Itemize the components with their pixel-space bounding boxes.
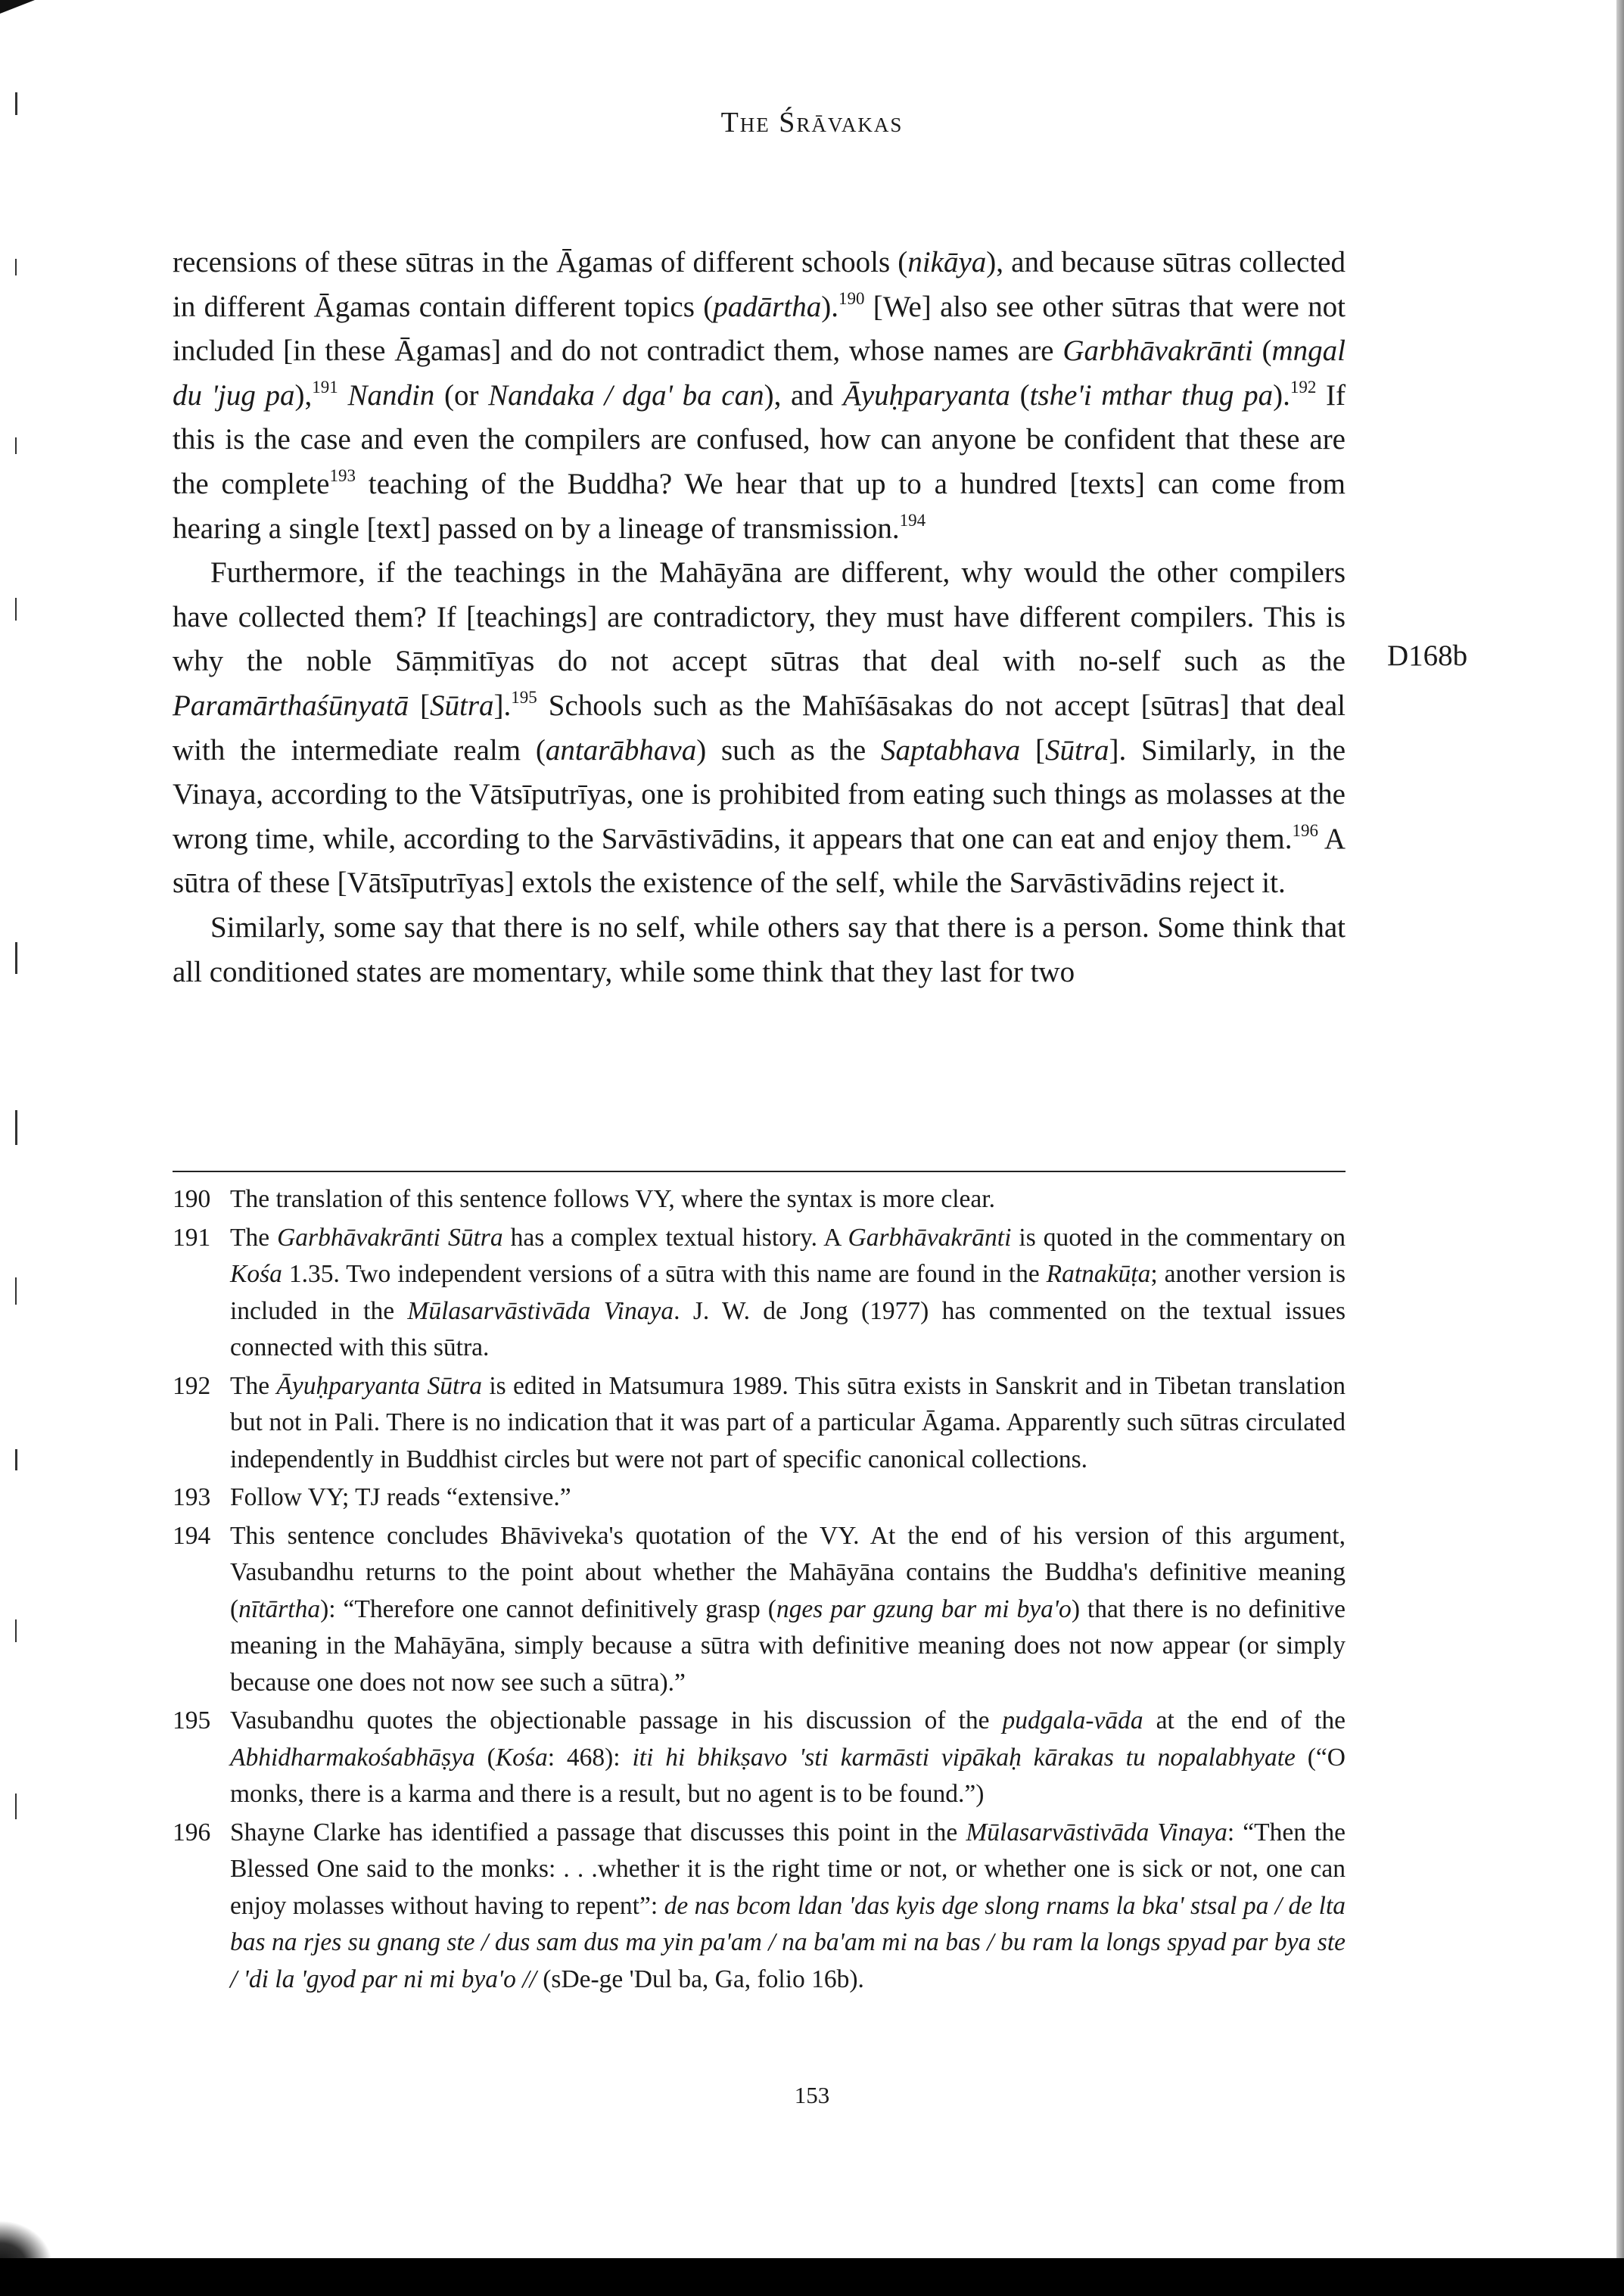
scan-tick-mark [15,1110,17,1145]
scan-tick-mark [15,259,17,275]
paragraph: Furthermore, if the teachings in the Mahāyāna are different, why would the other compilers have collected them? If [teachings] are contradictory, they must have different compilers. This is why the noble Sāṃmitīyas do not accept sūtras that deal with no-self such as the Paramārthaśūnyatā [Sūtra].$^{195}$ Schools such as the Mahīśāsakas do not accept [sūtras] that deal with the intermediate realm (antarābhava) such as the Saptabhava [Sūtra]. Similarly, in the Vinaya, according to the Vātsīputrīyas, one is prohibited from eating such things as molasses at the wrong time, while, according to the Sarvāstivādins, it appears that one can eat and enjoy them.$^{196}$ A sūtra of these [Vātsīputrīyas] extols the existence of the self, while the Sarvāstivādins reject it. [173,556,1346,900]
scan-corner-mark [0,0,35,14]
footnote-number: 195 [173,1706,211,1734]
running-head: The Śrāvakas [720,107,904,138]
footnote-196: 196 Shayne Clarke has identified a passage that discusses this point in the Mūlasarvāstivāda Vinaya: “Then the Blessed One said to the monks: . . .whether it is the right time or not, or whether one is sick or not, one can enjoy molasses without having to repent”: de nas bcom ldan 'das kyis dge slong rnams la bka' stsal pa / de lta bas na rjes su gnang ste / dus sam dus ma yin pa'am / na ba'am mi na bas / bu ram la longs spyad par bya ste / 'di la 'gyod par ni mi bya'o // (sDe-ge 'Dul ba, Ga, folio 16b). [173,1815,1346,1999]
scan-edge-bottom [0,2258,1624,2296]
scan-tick-mark [15,437,17,454]
footnote-number: 190 [173,1185,211,1213]
footnote-number: 193 [173,1483,211,1511]
footnote-193: 193 Follow VY; TJ reads “extensive.” [173,1479,1346,1517]
footnote-ref: 192 [1290,377,1317,397]
footnote-ref: 193 [329,465,356,485]
footnote-191: 191 The Garbhāvakrānti Sūtra has a complex textual history. A Garbhāvakrānti is quoted in the commentary on Kośa 1.35. Two independent versions of a sūtra with this name are found in the Ratnakūṭa; another version is included in the Mūlasarvāstivāda Vinaya. J. W. de Jong (1977) has commented on the textual issues connected with this sūtra. [173,1220,1346,1367]
footnote-number: 196 [173,1818,211,1846]
footnote-ref: 191 [312,377,338,397]
scan-tick-mark [15,1277,17,1305]
footnote-ref: 190 [838,288,865,308]
footnote-194: 194 This sentence concludes Bhāviveka's quotation of the VY. At the end of his version of this argument, Vasubandhu returns to the point about whether the Mahāyāna contains the Buddha's definitive meaning (nītārtha): “Therefore one cannot definitively grasp (nges par gzung bar mi bya'o) that there is no definitive meaning in the Mahāyāna, simply because a sūtra with definitive meaning does not now appear (or simply because one does not now see such a sūtra).” [173,1518,1346,1702]
footnote-ref: 196 [1292,820,1319,840]
scan-tick-mark [15,598,17,621]
scan-tick-mark [15,1794,17,1819]
paragraph: Similarly, some say that there is no self, while others say that there is a person. Some think that all conditioned states are momentary, while some think that they last for two [173,910,1346,988]
footnote-ref: 195 [511,687,537,707]
paragraph: recensions of these sūtras in the Āgamas of different schools (nikāya), and because sūtras collected in different Āgamas contain different topics (padārtha).$^{190}$ [We] also see other sūtras that were not included [in these Āgamas] and do not contradict them, whose names are Garbhāvakrānti (mngal du 'jug pa),$^{191}$ Nandin (or Nandaka / dga' ba can), and Āyuḥparyanta (tshe'i mthar thug pa).$^{192}$ If this is the case and even the compilers are confused, how can anyone be confident that these are the complete$^{193}$ teaching of the Buddha? We hear that up to a hundred [texts] can come from hearing a single [text] passed on by a lineage of transmission.$^{194}$ [173,246,1346,545]
footnote-192: 192 The Āyuḥparyanta Sūtra is edited in Matsumura 1989. This sūtra exists in Sanskrit and in Tibetan translation but not in Pali. There is no indication that it was part of a particular Āgama. Apparently such sūtras circulated independently in Buddhist circles but were not part of specific canonical collections. [173,1368,1346,1479]
scan-tick-mark [15,1619,17,1642]
footnote-195: 195 Vasubandhu quotes the objectionable passage in his discussion of the pudgala-vāda at the end of the Abhidharmakośabhāṣya (Kośa: 468): iti hi bhikṣavo 'sti karmāsti vipākaḥ kārakas tu nopalabhyate (“O monks, there is a karma and there is a result, but no agent is to be found.”) [173,1703,1346,1813]
footnote-divider [173,1171,1346,1172]
footnote-ref: 194 [899,510,926,530]
scan-tick-mark [15,942,17,974]
footnote-number: 192 [173,1371,211,1400]
main-text [173,241,1346,994]
margin-folio-reference: D168b [1387,639,1468,672]
page-number: 153 [794,2082,830,2108]
footnote-number: 191 [173,1223,211,1252]
footnote-190: 190 The translation of this sentence follows VY, where the syntax is more clear. [173,1181,1346,1218]
footnotes [173,1181,1346,1999]
scan-edge-right [1616,0,1624,2296]
footnote-number: 194 [173,1521,211,1550]
scan-tick-mark [15,1449,17,1470]
